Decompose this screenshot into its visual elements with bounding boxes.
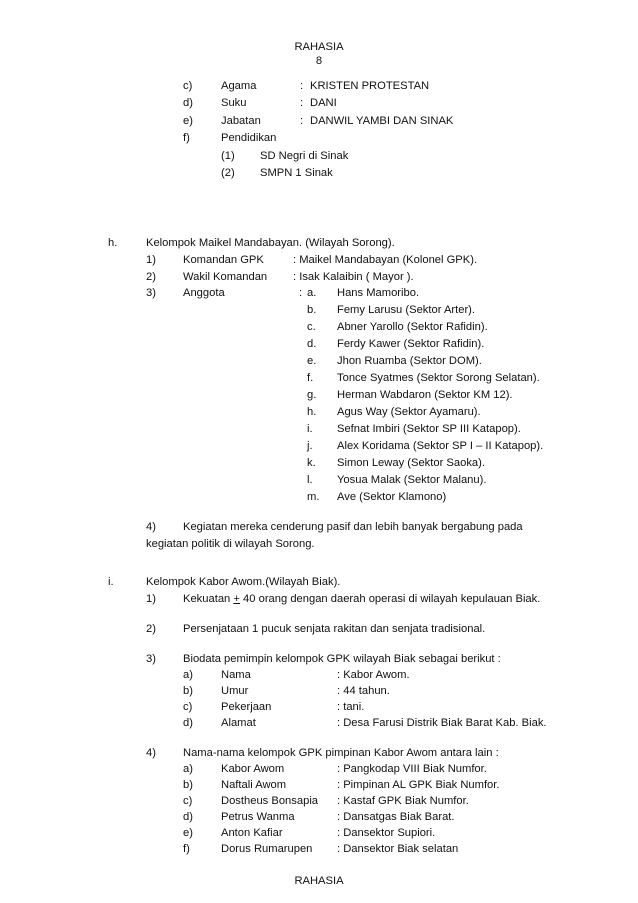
suku-label: Suku bbox=[221, 97, 247, 109]
member-role: : Pimpinan AL GPK Biak Numfor. bbox=[337, 779, 500, 791]
section-i-title: Kelompok Kabor Awom.(Wilayah Biak). bbox=[146, 576, 341, 588]
member-name: Petrus Wanma bbox=[221, 811, 295, 823]
item3-text: Biodata pemimpin kelompok GPK wilayah Biak sebagai berikut : bbox=[183, 653, 501, 665]
agama-marker: c) bbox=[183, 80, 193, 92]
pendidikan-marker: f) bbox=[183, 132, 190, 144]
item1-pre: Kekuatan bbox=[183, 593, 234, 605]
item1-post: 40 orang dengan daerah operasi di wilayah kepulauan Biak. bbox=[239, 593, 541, 605]
item2-text: Persenjataan 1 pucuk senjata rakitan dan senjata tradisional. bbox=[183, 623, 486, 635]
member-name: Hans Mamoribo. bbox=[337, 287, 420, 299]
list-item-num: 1) bbox=[146, 254, 156, 266]
member-name: Kabor Awom bbox=[221, 763, 285, 775]
item4-text: Kegiatan mereka cenderung pasif dan lebih banyak bergabung pada bbox=[183, 521, 523, 533]
member-name: Abner Yarollo (Sektor Rafidin). bbox=[337, 321, 488, 333]
jabatan-colon: : bbox=[300, 115, 304, 127]
list-item-label: Wakil Komandan bbox=[183, 271, 268, 283]
section-h-title: Kelompok Maikel Mandabayan. (Wilayah Sorong). bbox=[146, 237, 395, 249]
biodata-value: : 44 tahun. bbox=[337, 685, 390, 697]
member-role: : Kastaf GPK Biak Numfor. bbox=[337, 795, 469, 807]
biodata-value: : tani. bbox=[337, 701, 365, 713]
biodata-letter: d) bbox=[183, 717, 193, 729]
member-letter: e. bbox=[307, 355, 317, 367]
member-name: Alex Koridama (Sektor SP I – II Katapop). bbox=[337, 440, 544, 452]
list-item-value: : Isak Kalaibin ( Mayor ). bbox=[293, 271, 414, 283]
biodata-label: Pekerjaan bbox=[221, 701, 272, 713]
member-name: Ave (Sektor Klamono) bbox=[337, 491, 447, 503]
footer-classification: RAHASIA bbox=[294, 875, 344, 887]
jabatan-value: DANWIL YAMBI DAN SINAK bbox=[310, 115, 454, 127]
list-item-label: Komandan GPK bbox=[183, 254, 264, 266]
member-letter: e) bbox=[183, 827, 193, 839]
agama-colon: : bbox=[300, 80, 304, 92]
biodata-letter: b) bbox=[183, 685, 193, 697]
agama-label: Agama bbox=[221, 80, 257, 92]
biodata-letter: a) bbox=[183, 669, 193, 681]
section-h-marker: h. bbox=[108, 237, 118, 249]
member-name: Jhon Ruamba (Sektor DOM). bbox=[337, 355, 482, 367]
member-name: Sefnat Imbiri (Sektor SP III Katapop). bbox=[337, 423, 521, 435]
list-item-num: 3) bbox=[146, 287, 156, 299]
member-letter: a. bbox=[307, 287, 317, 299]
member-letter: b. bbox=[307, 304, 317, 316]
jabatan-label: Jabatan bbox=[221, 115, 261, 127]
biodata-label: Alamat bbox=[221, 717, 256, 729]
item4-continuation: kegiatan politik di wilayah Sorong. bbox=[146, 538, 315, 550]
item3-num: 3) bbox=[146, 653, 156, 665]
member-letter: f) bbox=[183, 843, 190, 855]
member-name: Dostheus Bonsapia bbox=[221, 795, 319, 807]
member-letter: b) bbox=[183, 779, 193, 791]
member-letter: d) bbox=[183, 811, 193, 823]
member-letter: f. bbox=[307, 372, 314, 384]
member-letter: c) bbox=[183, 795, 193, 807]
plus-minus-symbol: + bbox=[233, 593, 240, 605]
item1-text bbox=[183, 592, 540, 606]
item4-num: 4) bbox=[146, 521, 156, 533]
edu-num: (2) bbox=[221, 167, 235, 179]
member-name: Ferdy Kawer (Sektor Rafidin). bbox=[337, 338, 485, 350]
section-i-marker: i. bbox=[108, 576, 114, 588]
member-name: Agus Way (Sektor Ayamaru). bbox=[337, 406, 481, 418]
member-name: Simon Leway (Sektor Saoka). bbox=[337, 457, 485, 469]
header-classification: RAHASIA bbox=[294, 41, 344, 53]
member-letter: d. bbox=[307, 338, 317, 350]
member-letter: l. bbox=[307, 474, 313, 486]
edu-num: (1) bbox=[221, 150, 235, 162]
suku-colon: : bbox=[300, 97, 304, 109]
list-item-label: Anggota bbox=[183, 287, 225, 299]
page-number: 8 bbox=[315, 55, 323, 67]
member-role: : Dansatgas Biak Barat. bbox=[337, 811, 455, 823]
member-name: Yosua Malak (Sektor Malanu). bbox=[337, 474, 487, 486]
edu-text: SD Negri di Sinak bbox=[260, 150, 349, 162]
member-name: Anton Kafiar bbox=[221, 827, 283, 839]
item2-num: 2) bbox=[146, 623, 156, 635]
biodata-label: Umur bbox=[221, 685, 249, 697]
item4-text: Nama-nama kelompok GPK pimpinan Kabor Awom antara lain : bbox=[183, 747, 499, 759]
edu-text: SMPN 1 Sinak bbox=[260, 167, 333, 179]
member-letter: c. bbox=[307, 321, 316, 333]
member-name: Herman Wabdaron (Sektor KM 12). bbox=[337, 389, 513, 401]
agama-value: KRISTEN PROTESTAN bbox=[310, 80, 430, 92]
biodata-value: : Desa Farusi Distrik Biak Barat Kab. Biak. bbox=[337, 717, 547, 729]
member-letter: h. bbox=[307, 406, 317, 418]
member-name: Dorus Rumarupen bbox=[221, 843, 313, 855]
list-item-num: 2) bbox=[146, 271, 156, 283]
member-role: : Dansektor Biak selatan bbox=[337, 843, 459, 855]
member-role: : Pangkodap VIII Biak Numfor. bbox=[337, 763, 487, 775]
member-letter: k. bbox=[307, 457, 316, 469]
member-letter: j. bbox=[307, 440, 313, 452]
member-letter: a) bbox=[183, 763, 193, 775]
biodata-label: Nama bbox=[221, 669, 251, 681]
item4-num: 4) bbox=[146, 747, 156, 759]
member-letter: m. bbox=[307, 491, 320, 503]
member-name: Naftali Awom bbox=[221, 779, 287, 791]
member-letter: g. bbox=[307, 389, 317, 401]
member-role: : Dansektor Supiori. bbox=[337, 827, 436, 839]
biodata-letter: c) bbox=[183, 701, 193, 713]
member-name: Femy Larusu (Sektor Arter). bbox=[337, 304, 476, 316]
member-name: Tonce Syatmes (Sektor Sorong Selatan). bbox=[337, 372, 540, 384]
suku-marker: d) bbox=[183, 97, 193, 109]
member-letter: i. bbox=[307, 423, 313, 435]
list-item-value: : Maikel Mandabayan (Kolonel GPK). bbox=[293, 254, 478, 266]
anggota-colon: : bbox=[299, 287, 303, 299]
biodata-value: : Kabor Awom. bbox=[337, 669, 410, 681]
jabatan-marker: e) bbox=[183, 115, 193, 127]
suku-value: DANI bbox=[310, 97, 337, 109]
item1-num: 1) bbox=[146, 593, 156, 605]
pendidikan-label: Pendidikan bbox=[221, 132, 277, 144]
